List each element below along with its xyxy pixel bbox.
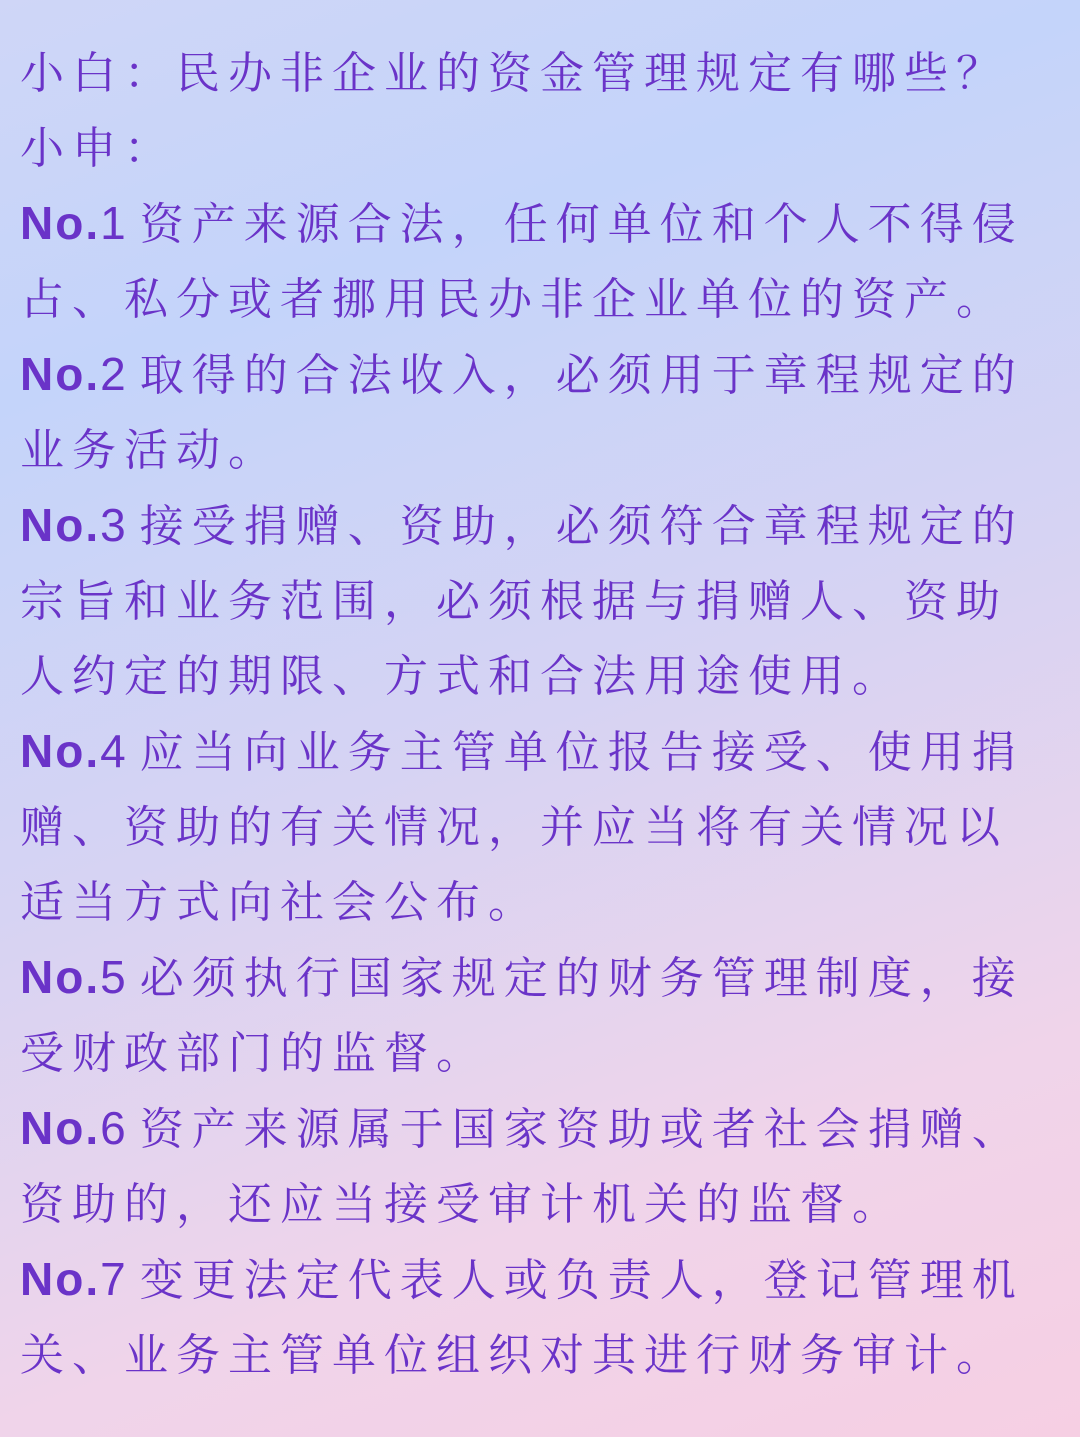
rule-item-6 [20,1091,1060,1242]
rule-line [20,337,1060,413]
rule-text: 接受捐赠、资助，必须符合章程规定的 [139,501,1024,552]
rule-line: 业务活动。 [20,425,280,476]
rule-text: 取得的合法收入，必须用于章程规定的 [139,350,1024,401]
rule-text: 资产来源合法，任何单位和个人不得侵 [139,199,1024,250]
rule-line [20,714,1060,790]
rule-prefix: No. [20,1253,101,1305]
rule-text: 必须执行国家规定的财务管理制度，接 [139,953,1024,1004]
rule-text: 资产来源属于国家资助或者社会捐赠、 [139,1104,1024,1155]
rule-line [20,1091,1060,1167]
rule-line [20,186,1060,262]
rule-line: 占、私分或者挪用民办非企业单位的资产。 [20,274,1008,325]
rule-number: 2 [100,348,126,400]
rule-item-1 [20,186,1060,337]
rule-number: 6 [100,1102,126,1154]
rule-line: 适当方式向社会公布。 [20,877,540,928]
rule-line: 关、业务主管单位组织对其进行财务审计。 [20,1330,1008,1381]
rule-line [20,940,1060,1016]
rule-number: 1 [100,197,126,249]
rule-line [20,488,1060,564]
rule-item-4 [20,714,1060,940]
rule-number: 3 [100,499,126,551]
rule-line: 宗旨和业务范围，必须根据与捐赠人、资助 [20,576,1008,627]
rule-prefix: No. [20,951,101,1003]
rule-number: 4 [100,725,126,777]
rule-item-3 [20,488,1060,714]
rule-line [20,1242,1060,1318]
rule-text: 应当向业务主管单位报告接受、使用捐 [139,727,1024,778]
rule-line: 资助的，还应当接受审计机关的监督。 [20,1179,904,1230]
rule-item-7 [20,1242,1060,1393]
question-line: 小白：民办非企业的资金管理规定有哪些？ [20,48,1008,99]
rule-number: 7 [100,1253,126,1305]
rule-line: 赠、资助的有关情况，并应当将有关情况以 [20,802,1008,853]
rule-number: 5 [100,951,126,1003]
rule-line: 人约定的期限、方式和合法用途使用。 [20,651,904,702]
rule-line: 受财政部门的监督。 [20,1028,488,1079]
rule-prefix: No. [20,725,101,777]
rule-prefix: No. [20,348,101,400]
answer-label: 小申： [20,123,176,174]
rule-text: 变更法定代表人或负责人，登记管理机 [139,1255,1024,1306]
rule-item-2 [20,337,1060,488]
rule-prefix: No. [20,197,101,249]
rule-prefix: No. [20,499,101,551]
rule-prefix: No. [20,1102,101,1154]
rule-item-5 [20,940,1060,1091]
